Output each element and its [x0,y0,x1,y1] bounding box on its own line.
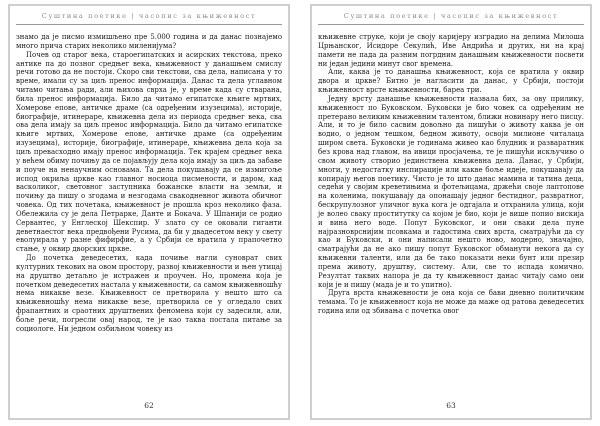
header-rule [318,24,584,25]
paragraph: Друга врста књижевности је она која се бави дневно политичким темама. То је књижевност која не може да маже од ратова деведесетих година или од збивања с почетка овог [318,289,584,316]
paragraph: Почев од старог века, староегипатских и асирских текстова, преко антике па до позног средњег века, књижевност у данашњем смислу речи готово да не постоји. Скоро сви текстови, сва дела, написана у то време, имали су за циљ пренос информација. Данас та дела углавном читамо читања ради, али њихова сврха је, у време када су стварана, била пренос информација. Било да читамо египатске књиге мртвих, Хомерове епове, античке драме (са одређеним изузецима), историје, биографије, итинераре, књижевна дела из периода средњег века, сва ова дела имају за циљ пренос информација. Било да читамо египатске књиге мртвих, Хомерове епове, античке драме (са одређеним изузецима), историје, биографије, итинераре, књижевна дела која за циљ превасходно имају пренос информација. Тек крајем средњег века у већем обиму почињу да се појављују дела која имају за циљ да забаве и поуче на ненаучним основама. Та дела покушавају да се измигоље испод окриља цркве као главног носиоца писмености, и даром, кад васколиког, световног заступника божанске власти на земљи, и почињу да пишу о згодама и незгодама свакодневног живота обичног човека. Од тих почетака, књижевност је прошла кроз неколико фаза. Обележила су је дела Петрарке, Данте и Бокача. У Шпанији се родио Сервантес, у Енглеској Шекспир. У злато су се оковали гиганти деветнаестог века предвођени Русима, да би у двадесетом веку у свету еволуирала у разне фифирфие, а у Србији се вратила у прапочетно стање, у оквир дворских цркве. [16,50,282,254]
paragraph: знамо да је писмо измишљено пре 5.000 година и да данас познајемо много прича старих неколико миленијума? [16,33,282,50]
page-number: 63 [446,401,456,410]
right-page [310,4,592,420]
header-rule [16,24,282,25]
page-body [16,33,282,334]
paragraph: Али, каква је то данашња књижевност, која се вратила у оквир двора и цркве? Битно је нагласити да данас, у Србији, постоји књижевност врсте књижевности, бареа три. [318,68,584,95]
page-number: 62 [144,401,154,410]
paragraph: До почетка деведесетих, када почиње нагли суноврат свих културних текових на овом простору, развој књижевности и њен утицај на друштво детаљно је истражен и проучен. Но, промена која је почетком деведесетих настала у књижевности, са самом књижевношћу нема никакве везе. Књижевност се претворила у нешто што са књижевношћу нема никакве везе, претворила се у огледало свих фрапантних и сраотних друштвених феномена који су задесили, али, боље речи, погресли овај народ, те је као таква постала питање за социологе. Ни једном озбиљном човеку из [16,254,282,333]
running-header: Суштина поетике | часопис за књижевност [41,12,257,20]
running-header: Суштина поетике | часопис за књижевност [343,12,559,20]
page-body [318,33,584,316]
paragraph: књижевне струке, који је своју каријеру изградио на делима Милоша Црњанског, Исидоре Секулић, Иве Андрића и других, ни на крај памети не пада да разним погрдним данашњим књижевности посвети ни један једини минут свог времена. [318,33,584,68]
left-page [8,4,290,420]
paragraph: Једну врсту данашње књижевности назвала бих, за ову прилику, књижевност по Буковском. Буковски је био човек са одређеним не претерано великим књижевним талентом, ближи новинару него писцу. Али, и то је било сасвим довољно да пишући о животу каква је он водио, о једном тешком, бедном животу, освоји милионе читалаца широм света. Буковски је годинама живео као блудник и разваратник без крова над главом, на ивици просјачења, те је пишући искључиво о свом животу створио јединствена књижевна дела. Данас, у Србији, многи, у недостатку инспирације или какве боље идеје, покушавају да копирају његов поетику. Чисто је то што данас мамина и татина деца, седећи у својим креветињима и фотељицама, држећи своје лаптопове на коленима, покушавају да опонашају једног бестидног, развратног, бескрупулозног уличног вука кога је одгајала и отхранила улица, који је волео сваку проститутку са којом је био, који је више попио вискија и вина него воде. Попут Буковског, и они сваки дела пуне најразноврснијим псовкама и гадостима свих врста, сматрајући да су као и Буковски, и они написали нешто ново, модерно, значајно, сматрајући да не ако пишу попут Буковског обманути некога да су књижевни таленти, или да бе тако показати неки бунт или презир према животу, друштву, систему. Али, све то испада комично. Резултат таквих напора је да ту књижевност данас читају само они који је и пишу (мада је и то упитно). [318,94,584,289]
